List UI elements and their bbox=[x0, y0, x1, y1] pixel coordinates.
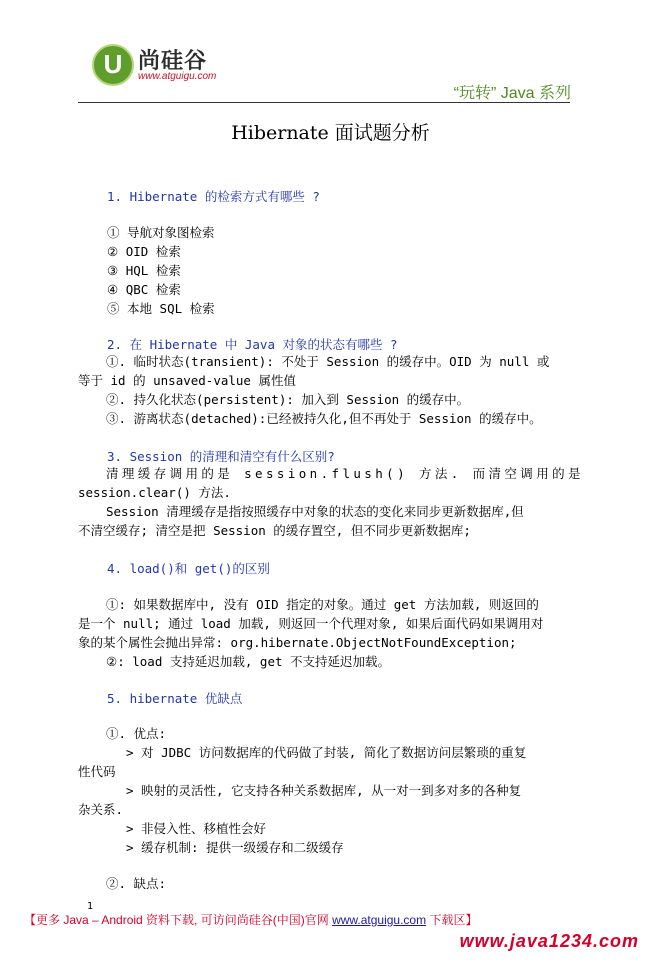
q1-heading: 1. Hibernate 的检索方式有哪些 ? bbox=[107, 189, 320, 204]
list-item: ③ HQL 检索 bbox=[107, 263, 181, 278]
q5-heading: 5. hibernate 优缺点 bbox=[107, 691, 243, 706]
atguigu-logo bbox=[92, 44, 242, 90]
text-line: ②. 持久化状态(persistent): 加入到 Session 的缓存中。 bbox=[106, 392, 470, 407]
text-line: 杂关系. bbox=[78, 802, 124, 817]
footer-banner bbox=[24, 911, 477, 928]
q1-list bbox=[107, 223, 603, 318]
series-label: “玩转” Java 系列 bbox=[453, 85, 571, 102]
q3-heading: 3. Session 的清理和清空有什么区别? bbox=[107, 449, 335, 464]
text-line: > 非侵入性、移植性会好 bbox=[126, 821, 267, 836]
page-title: Hibernate 面试题分析 bbox=[231, 122, 430, 144]
footer-text-after: 下载区】 bbox=[426, 913, 478, 927]
text-line: 等于 id 的 unsaved-value 属性值 bbox=[78, 373, 296, 388]
text-line: 不清空缓存; 清空是把 Session 的缓存置空, 但不同步更新数据库; bbox=[78, 523, 471, 538]
page-number: 1 bbox=[87, 901, 94, 912]
q4-heading: 4. load()和 get()的区别 bbox=[107, 561, 270, 576]
text-line: > 缓存机制: 提供一级缓存和二级缓存 bbox=[126, 840, 344, 855]
text-line: 是一个 null; 通过 load 加载, 则返回一个代理对象, 如果后面代码如果调用对 bbox=[78, 616, 544, 631]
list-item: ⑤ 本地 SQL 检索 bbox=[107, 301, 215, 316]
list-item: ② OID 检索 bbox=[107, 244, 181, 259]
header-divider bbox=[78, 102, 570, 103]
q2-heading: 2. 在 Hibernate 中 Java 对象的状态有哪些 ? bbox=[107, 337, 398, 352]
logo-badge-icon bbox=[92, 44, 134, 86]
text-line: Session 清理缓存是指按照缓存中对象的状态的变化来同步更新数据库,但 bbox=[106, 504, 524, 519]
footer-link[interactable]: www.atguigu.com bbox=[332, 913, 427, 927]
text-line: 性代码 bbox=[78, 764, 116, 779]
text-line: 象的某个属性会抛出异常: org.hibernate.ObjectNotFoundException; bbox=[78, 635, 517, 650]
q4-body bbox=[78, 595, 574, 671]
watermark: www.java1234.com bbox=[459, 931, 639, 951]
logo-url: www.atguigu.com bbox=[138, 71, 217, 82]
text-line: ①. 临时状态(transient): 不处于 Session 的缓存中。OID 为 null 或 bbox=[106, 354, 550, 369]
text-line: ③. 游离状态(detached):已经被持久化,但不再处于 Session 的缓存中。 bbox=[106, 411, 542, 426]
text-line: session.clear() 方法. bbox=[78, 485, 231, 500]
text-line: 清理缓存调用的是 session.flush() 方法. 而清空调用的是 bbox=[106, 466, 584, 481]
q2-body bbox=[78, 352, 574, 428]
footer-text-before: 【更多 Java – Android 资料下载, 可访问尚硅谷(中国)官网 bbox=[24, 913, 333, 927]
q3-body bbox=[78, 464, 584, 540]
cons-label: ②. 缺点: bbox=[106, 876, 167, 891]
q5-cons bbox=[78, 874, 574, 893]
q5-body bbox=[78, 724, 574, 857]
text-line: ①: 如果数据库中, 没有 OID 指定的对象。通过 get 方法加载, 则返回的 bbox=[106, 597, 539, 612]
list-item: ④ QBC 检索 bbox=[107, 282, 181, 297]
text-line: > 映射的灵活性, 它支持各种关系数据库, 从一对一到多对多的各种复 bbox=[126, 783, 522, 798]
text-line: ②: load 支持延迟加载, get 不支持延迟加载。 bbox=[106, 654, 391, 669]
pros-label: ①. 优点: bbox=[106, 726, 167, 741]
list-item: ① 导航对象图检索 bbox=[107, 225, 215, 240]
logo-name: 尚硅谷 bbox=[138, 48, 208, 73]
text-line: > 对 JDBC 访问数据库的代码做了封装, 简化了数据访问层繁琐的重复 bbox=[126, 745, 527, 760]
